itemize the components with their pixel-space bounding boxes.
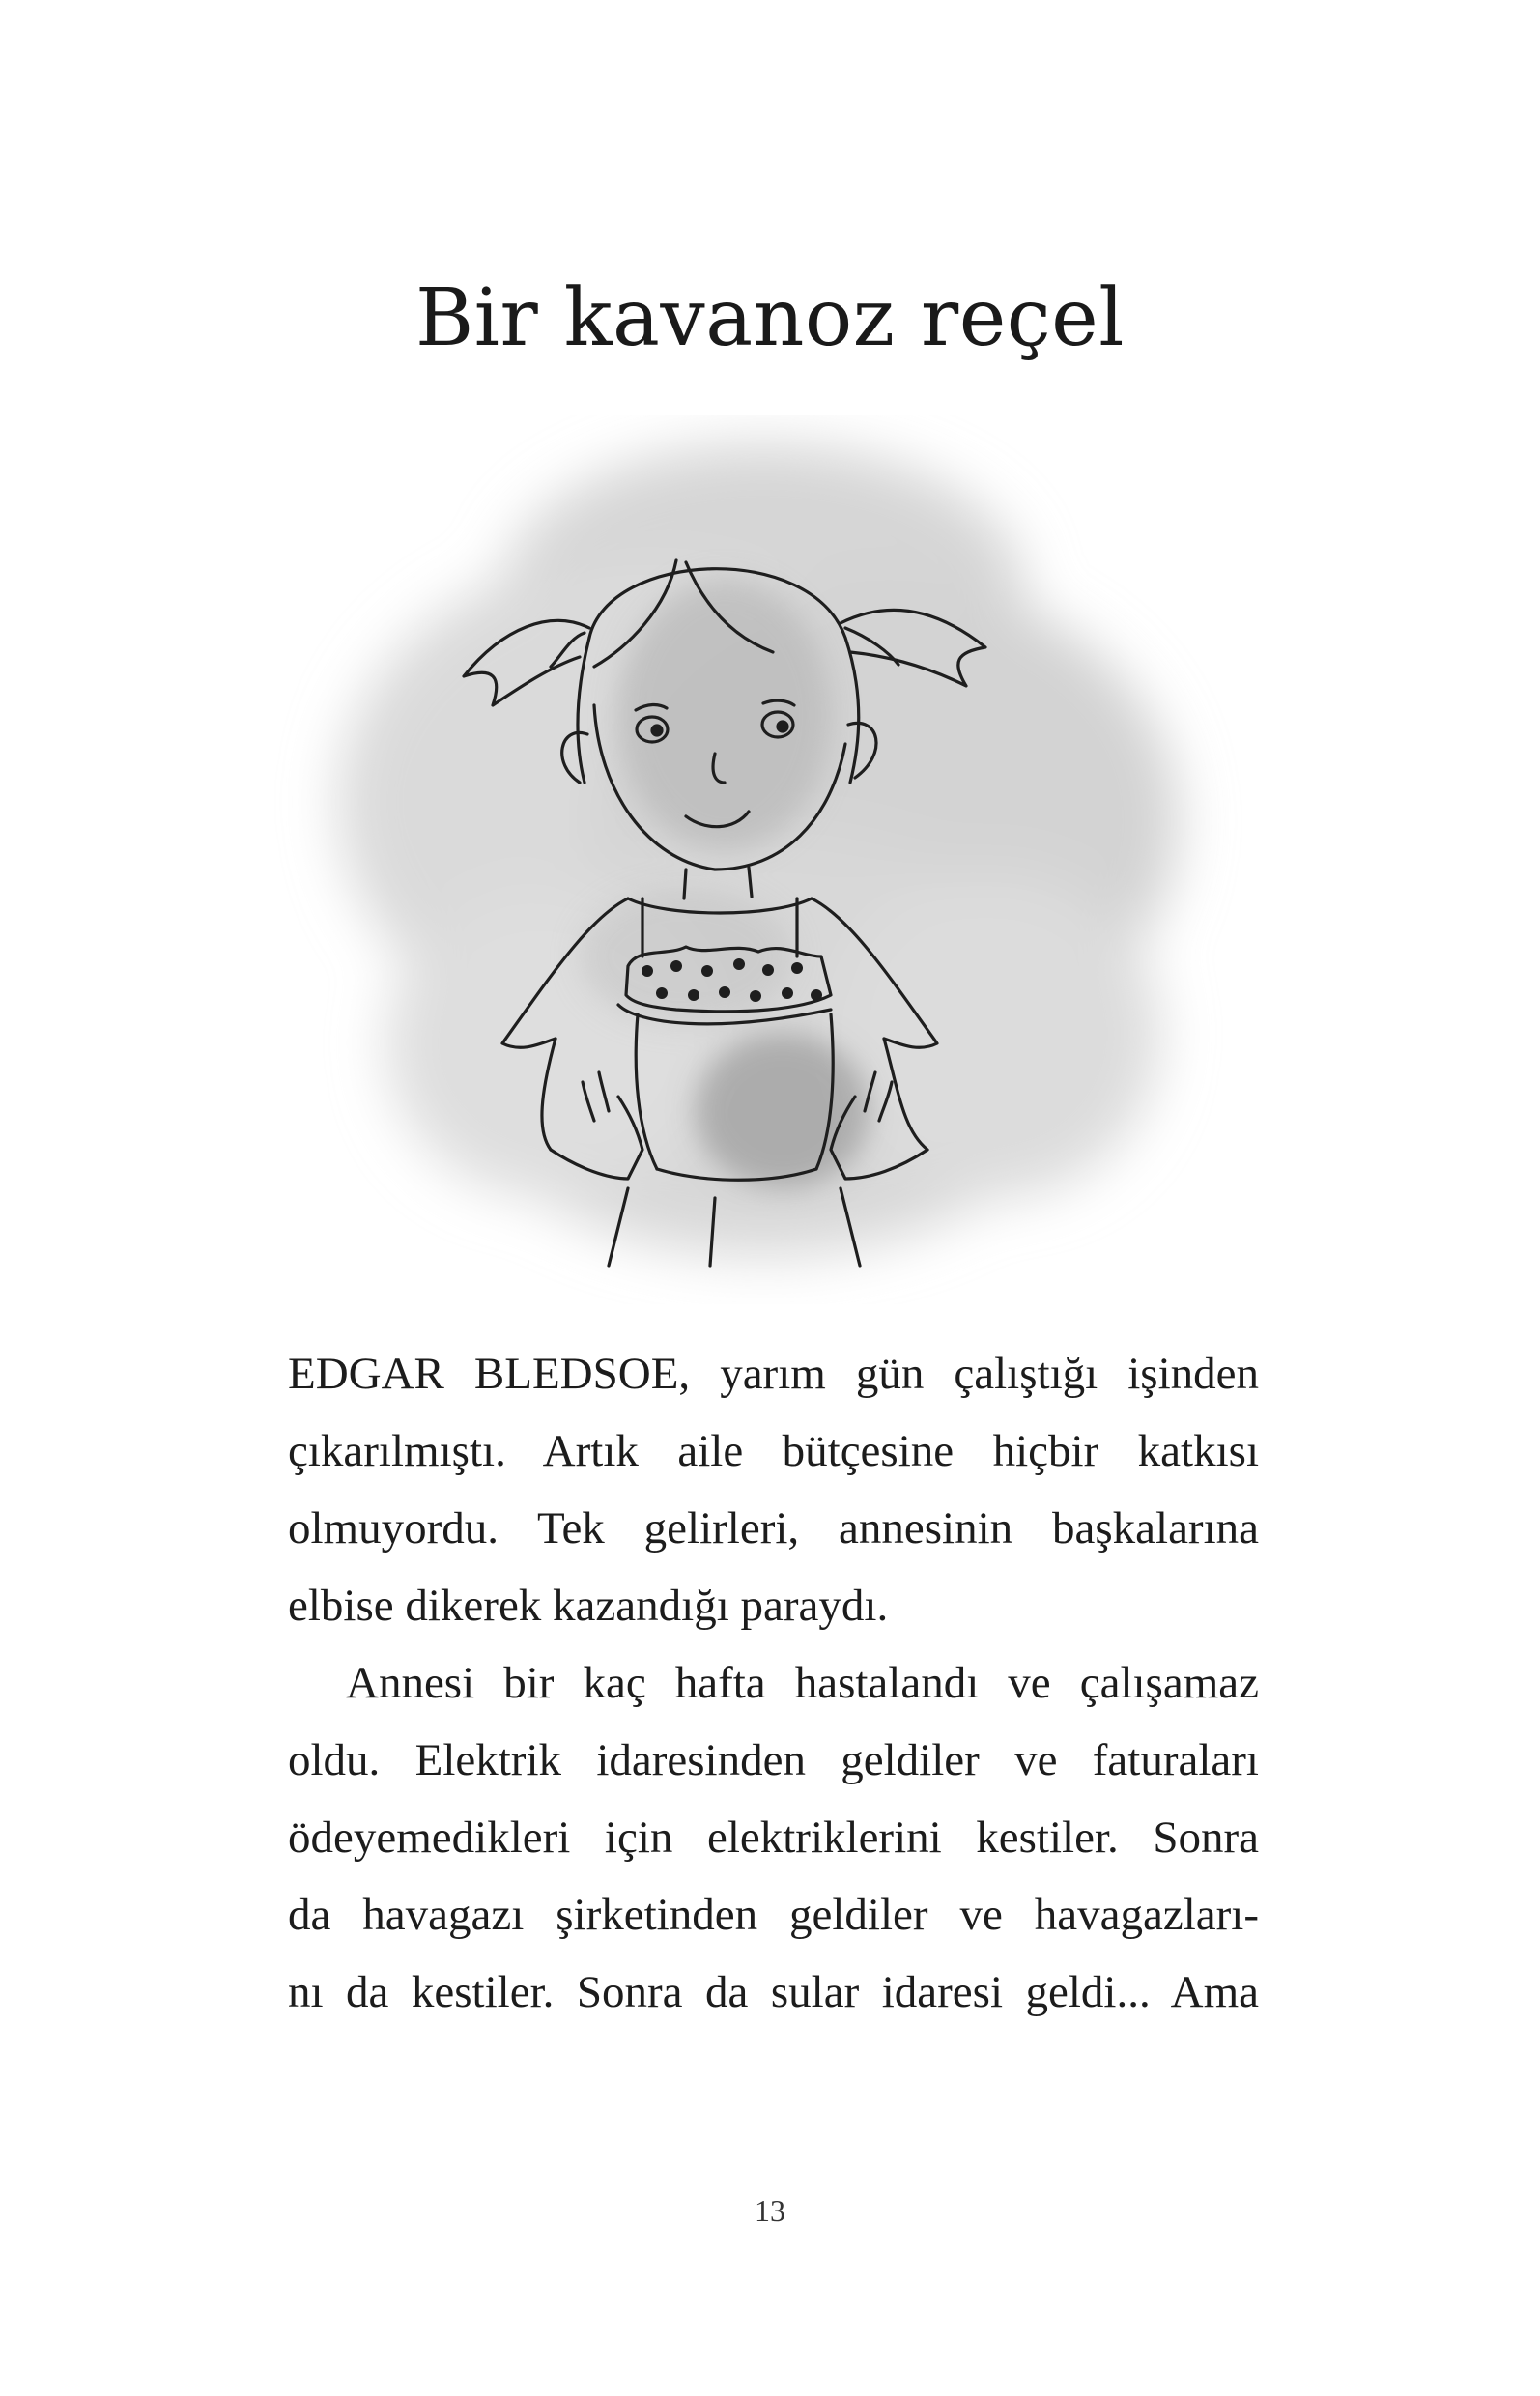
text-line: da havagazı şirketinden geldiler ve havagazları- — [288, 1890, 1259, 1940]
girl-holding-jam-jar-illustration — [261, 415, 1275, 1304]
chapter-title: Bir kavanoz reçel — [415, 272, 1125, 364]
text-line: olmuyordu. Tek gelirleri, annesinin başkalarına — [288, 1503, 1259, 1554]
text-line: nı da kestiler. Sonra da sular idaresi geldi... Ama — [288, 1967, 1259, 2017]
page-number: 13 — [755, 2193, 785, 2228]
paragraph-1 — [288, 1335, 1259, 1644]
text-line: EDGAR BLEDSOE, yarım gün çalıştığı işinden — [288, 1349, 1259, 1399]
text-line: ödeyemedikleri için elektriklerini kestiler. Sonra — [288, 1812, 1259, 1863]
text-line: elbise dikerek kazandığı paraydı. — [288, 1581, 889, 1631]
body-text — [288, 1335, 1259, 2031]
text-line: çıkarılmıştı. Artık aile bütçesine hiçbir katkısı — [288, 1426, 1259, 1476]
text-line: Annesi bir kaç hafta hastalandı ve çalışamaz — [346, 1658, 1259, 1708]
paragraph-2 — [288, 1644, 1259, 2031]
text-line: oldu. Elektrik idaresinden geldiler ve faturaları — [288, 1735, 1259, 1785]
